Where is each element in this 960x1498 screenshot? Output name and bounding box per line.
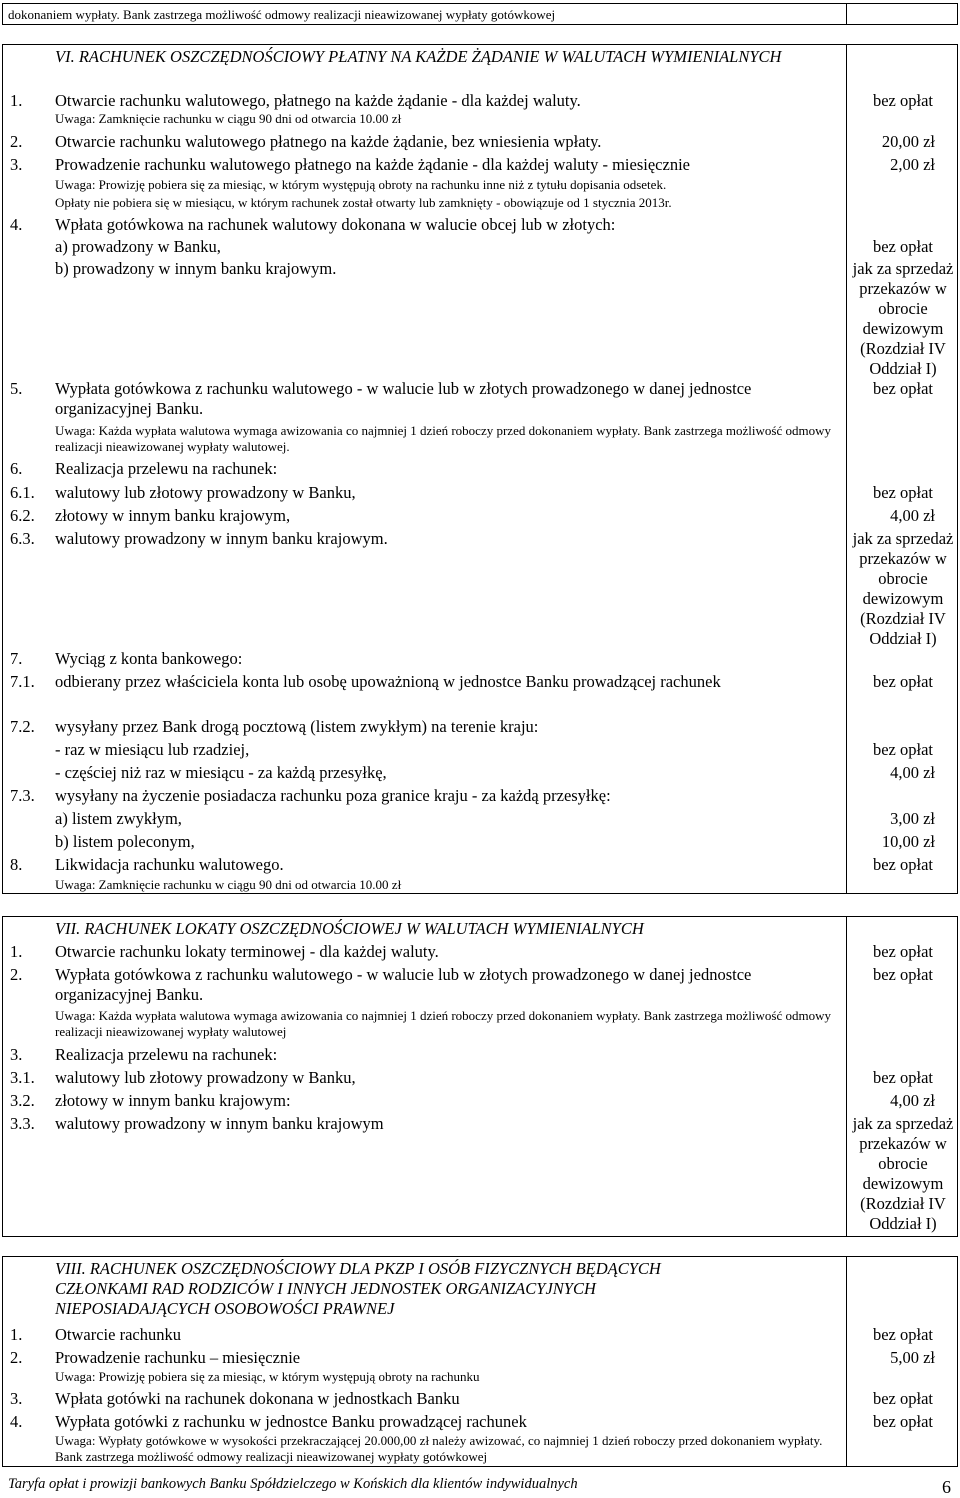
item-text: - częściej niż raz w miesiącu - za każdą przesyłkę, bbox=[55, 763, 387, 782]
top-fragment-table bbox=[2, 3, 958, 25]
item-text: b) listem poleconym, bbox=[55, 832, 195, 851]
note: Opłaty nie pobiera się w miesiącu, w którym rachunek został otwarty lub zamknięty - obowiązuje od 1 stycznia 2013r. bbox=[55, 195, 672, 210]
item-text: walutowy prowadzony w innym banku krajowym. bbox=[55, 529, 388, 548]
item-text: - raz w miesiącu lub rzadziej, bbox=[55, 740, 250, 759]
fee: 2,00 zł bbox=[890, 155, 935, 174]
fee: 4,00 zł bbox=[890, 763, 935, 782]
item-text: Otwarcie rachunku bbox=[55, 1325, 181, 1344]
note: Uwaga: Wypłaty gotówkowe w wysokości przekraczającej 20.000,00 zł należy awizować, co najmniej 1 dzień roboczy przed dokonaniem wypłaty. Bank zastrzega możliwość odmowy realizacji nieawizowanej wypłaty gotówkowej bbox=[55, 1433, 823, 1464]
note: Uwaga: Prowizję pobiera się za miesiąc, w którym występują obroty na rachunku inne niż z tytułu dopisania odsetek. bbox=[55, 177, 667, 192]
note: Uwaga: Każda wypłata walutowa wymaga awizowania co najmniej 1 dzień roboczy przed dokonaniem wypłaty. Bank zastrzega możliwość odmowy realizacji nieawizowanej wypłaty walutowej bbox=[55, 1008, 832, 1039]
item-text: złotowy w innym banku krajowym, bbox=[55, 506, 291, 525]
fee: jak za sprzedaż przekazów w obrocie dewizowym (Rozdział IV Oddział I) bbox=[852, 259, 954, 378]
fee: bez opłat bbox=[872, 1412, 933, 1431]
item-text: Wypłata gotówkowa z rachunku walutowego - w walucie lub w złotych prowadzonego w danej jednostce organizacyjnej Banku. bbox=[55, 379, 752, 418]
item-text: Realizacja przelewu na rachunek: bbox=[55, 1045, 278, 1064]
item-text: Realizacja przelewu na rachunek: bbox=[55, 459, 278, 478]
item-text: a) prowadzony w Banku, bbox=[55, 237, 221, 256]
item-text: Wyciąg z konta bankowego: bbox=[55, 649, 243, 668]
note: Uwaga: Zamknięcie rachunku w ciągu 90 dni od otwarcia 10.00 zł bbox=[55, 111, 402, 126]
item-text: wysyłany przez Bank drogą pocztową (listem zwykłym) na terenie kraju: bbox=[55, 717, 539, 736]
item-text: wysyłany na życzenie posiadacza rachunku poza granice kraju - za każdą przesyłkę: bbox=[55, 786, 611, 805]
fee: bez opłat bbox=[872, 379, 933, 398]
section-vi-title: VI. RACHUNEK OSZCZĘDNOŚCIOWY PŁATNY NA KAŻDE ŻĄDANIE W WALUTACH WYMIENIALNYCH bbox=[55, 47, 782, 66]
fee: bez opłat bbox=[872, 237, 933, 256]
item-text: Otwarcie rachunku lokaty terminowej - dla każdej waluty. bbox=[55, 942, 439, 961]
section-vi-table: VI. RACHUNEK OSZCZĘDNOŚCIOWY PŁATNY NA KAŻDE ŻĄDANIE W WALUTACH WYMIENIALNYCH 1. Otwarcie rachunku walutowego, płatnego na każde żądanie - dla każdej waluty. bez opłat Uwaga: Zamknięcie rachunku w ciągu 90 dni od otwarcia 10.00 zł 2. Otwarcie rachunku walutowego płatnego na każde żądanie, bez wniesienia wpłaty. 20,00 zł 3. Prowadzenie rachunku walutowego płatnego na każde żądanie - dla każdej waluty - miesięcznie 2,00 zł Uwaga: Prowizję pobiera się za miesiąc, w którym występują obroty na rachunku inne niż z tytułu dopisania odsetek. Opłaty nie pobiera się w miesiącu, w którym rachunek został otwarty lub zamknięty - obowiązuje od 1 stycznia 2013r. 4. Wpłata gotówkowa na rachunek walutowy dokonana w walucie obcej lub w złotych: a) prowadzony w Banku, bez opłat b) prowadzony w innym banku krajowym. jak za sprzedaż przekazów w obrocie dewizowym (Rozdział IV Oddział I) 5. Wypłata gotówkowa z rachunku walutowego - w walucie lub w złotych prowadzonego w danej jednostce organizacyjnej Banku. bez opłat Uwaga: Każda wypłata walutowa wymaga awizowania co najmniej 1 dzień roboczy przed dokonaniem wypłaty. Bank zastrzega możliwość odmowy realizacji nieawizowanej wypłaty walutowej. 6. Realizacja przelewu na rachunek: 6.1. walutowy lub złotowy prowadzony w Banku, bez opłat 6.2. złotowy w innym banku krajowym, 4,00 zł 6.3. walutowy prowadzony w innym banku krajowym. jak za sprzedaż przekazów w obrocie dewizowym (Rozdział IV Oddział I) 7. Wyciąg z konta bankowego: 7.1. odbierany przez właściciela konta lub osobę upoważnioną w jednostce Banku prowadzącej rachunek bez opłat 7.2. wysyłany przez Bank drogą pocztową (listem zwykłym) na terenie kraju: - raz w miesiącu lub rzadziej, bez opłat - częściej niż raz w miesiącu - za każdą przesyłkę, 4,00 zł 7.3. wysyłany na życzenie posiadacza rachunku poza granice kraju - za każdą przesyłkę: a) listem zwykłym, 3,00 zł b) listem poleconym, 10,00 zł 8. Likwidacja rachunku walutowego. bez opłat Uwaga: Zamknięcie rachunku w ciągu 90 dni od otwarcia 10.00 zł bbox=[2, 44, 958, 894]
top-fragment-text: dokonaniem wypłaty. Bank zastrzega możliwość odmowy realizacji nieawizowanej wypłaty gotówkowej bbox=[8, 7, 556, 22]
section-vii-title: VII. RACHUNEK LOKATY OSZCZĘDNOŚCIOWEJ W WALUTACH WYMIENIALNYCH bbox=[55, 919, 644, 938]
fee: bez opłat bbox=[872, 942, 933, 961]
footer-text: Taryfa opłat i prowizji bankowych Banku Spółdzielczego w Końskich dla klientów indywidualnych bbox=[8, 1476, 578, 1492]
fee: 5,00 zł bbox=[890, 1348, 935, 1367]
item-text: Otwarcie rachunku walutowego, płatnego na każde żądanie - dla każdej waluty. bbox=[55, 91, 581, 110]
item-text: Prowadzenie rachunku – miesięcznie bbox=[55, 1348, 301, 1367]
fee: jak za sprzedaż przekazów w obrocie dewizowym (Rozdział IV Oddział I) bbox=[852, 1114, 954, 1233]
item-text: walutowy lub złotowy prowadzony w Banku, bbox=[55, 1068, 356, 1087]
item-text: Likwidacja rachunku walutowego. bbox=[55, 855, 284, 874]
item-text: walutowy prowadzony w innym banku krajowym bbox=[55, 1114, 384, 1133]
note: Uwaga: Prowizję pobiera się za miesiąc, w którym występują obroty na rachunku bbox=[55, 1369, 480, 1384]
fee: bez opłat bbox=[872, 740, 933, 759]
item-text: Wpłata gotówki na rachunek dokonana w jednostkach Banku bbox=[55, 1389, 460, 1408]
item-text: złotowy w innym banku krajowym: bbox=[55, 1091, 291, 1110]
fee: 4,00 zł bbox=[890, 1091, 935, 1110]
fee: bez opłat bbox=[872, 1068, 933, 1087]
fee: 4,00 zł bbox=[890, 506, 935, 525]
fee: bez opłat bbox=[872, 1325, 933, 1344]
fee: 3,00 zł bbox=[890, 809, 935, 828]
section-viii-title: VIII. RACHUNEK OSZCZĘDNOŚCIOWY DLA PKZP I OSÓB FIZYCZNYCH BĘDĄCYCH CZŁONKAMI RAD RODZICÓW I INNYCH JEDNOSTEK ORGANIZACYJNYCH NIEPOSIADAJĄCYCH OSOBOWOŚCI PRAWNEJ bbox=[55, 1259, 661, 1318]
fee: bez opłat bbox=[872, 91, 933, 110]
fee: bez opłat bbox=[872, 483, 933, 502]
fee: bez opłat bbox=[872, 1389, 933, 1408]
section-vii-table: VII. RACHUNEK LOKATY OSZCZĘDNOŚCIOWEJ W WALUTACH WYMIENIALNYCH 1. Otwarcie rachunku lokaty terminowej - dla każdej waluty. bez opłat 2. Wypłata gotówkowa z rachunku walutowego - w walucie lub w złotych prowadzonego w danej jednostce organizacyjnej Banku. bez opłat Uwaga: Każda wypłata walutowa wymaga awizowania co najmniej 1 dzień roboczy przed dokonaniem wypłaty. Bank zastrzega możliwość odmowy realizacji nieawizowanej wypłaty walutowej 3. Realizacja przelewu na rachunek: 3.1. walutowy lub złotowy prowadzony w Banku, bez opłat 3.2. złotowy w innym banku krajowym: 4,00 zł 3.3. walutowy prowadzony w innym banku krajowym jak za sprzedaż przekazów w obrocie dewizowym (Rozdział IV Oddział I) bbox=[2, 916, 958, 1237]
fee: jak za sprzedaż przekazów w obrocie dewizowym (Rozdział IV Oddział I) bbox=[852, 529, 954, 648]
item-text: a) listem zwykłym, bbox=[55, 809, 182, 828]
item-text: Prowadzenie rachunku walutowego płatnego na każde żądanie - dla każdej waluty - miesięcznie bbox=[55, 155, 690, 174]
item-text: Wpłata gotówkowa na rachunek walutowy dokonana w walucie obcej lub w złotych: bbox=[55, 215, 616, 234]
item-text: walutowy lub złotowy prowadzony w Banku, bbox=[55, 483, 356, 502]
fee: 20,00 zł bbox=[881, 132, 935, 151]
item-text: Wypłata gotówkowa z rachunku walutowego - w walucie lub w złotych prowadzonego w danej jednostce organizacyjnej Banku. bbox=[55, 965, 752, 1004]
item-text: odbierany przez właściciela konta lub osobę upoważnioną w jednostce Banku prowadzącej rachunek bbox=[55, 672, 721, 691]
note: Uwaga: Każda wypłata walutowa wymaga awizowania co najmniej 1 dzień roboczy przed dokonaniem wypłaty. Bank zastrzega możliwość odmowy realizacji nieawizowanej wypłaty walutowej. bbox=[55, 423, 832, 454]
fee: bez opłat bbox=[872, 855, 933, 874]
item-text: Wypłata gotówki z rachunku w jednostce Banku prowadzącej rachunek bbox=[55, 1412, 527, 1431]
note: Uwaga: Zamknięcie rachunku w ciągu 90 dni od otwarcia 10.00 zł bbox=[55, 877, 402, 892]
fee: bez opłat bbox=[872, 965, 933, 984]
fee: 10,00 zł bbox=[881, 832, 935, 851]
item-text: Otwarcie rachunku walutowego płatnego na każde żądanie, bez wniesienia wpłaty. bbox=[55, 132, 602, 151]
section-viii-table: VIII. RACHUNEK OSZCZĘDNOŚCIOWY DLA PKZP I OSÓB FIZYCZNYCH BĘDĄCYCH CZŁONKAMI RAD RODZICÓW I INNYCH JEDNOSTEK ORGANIZACYJNYCH NIEPOSIADAJĄCYCH OSOBOWOŚCI PRAWNEJ 1. Otwarcie rachunku bez opłat 2. Prowadzenie rachunku – miesięcznie 5,00 zł Uwaga: Prowizję pobiera się za miesiąc, w którym występują obroty na rachunku 3. Wpłata gotówki na rachunek dokonana w jednostkach Banku bez opłat 4. Wypłata gotówki z rachunku w jednostce Banku prowadzącej rachunek bez opłat Uwaga: Wypłaty gotówkowe w wysokości przekraczającej 20.000,00 zł należy awizować, co najmniej 1 dzień roboczy przed dokonaniem wypłaty. Bank zastrzega możliwość odmowy realizacji nieawizowanej wypłaty gotówkowej bbox=[2, 1256, 958, 1467]
item-text: b) prowadzony w innym banku krajowym. bbox=[55, 259, 337, 278]
fee: bez opłat bbox=[872, 672, 933, 691]
page-number: 6 bbox=[942, 1477, 951, 1497]
